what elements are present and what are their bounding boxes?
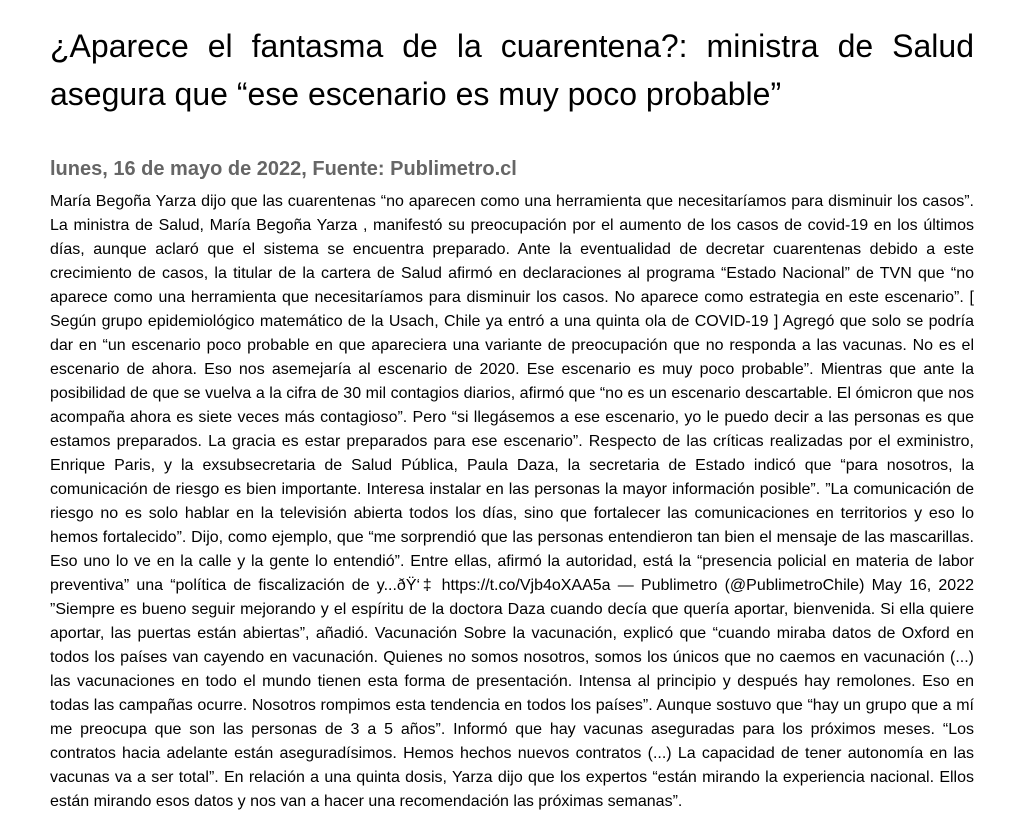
- article-date-source: lunes, 16 de mayo de 2022, Fuente: Publimetro.cl: [50, 158, 517, 180]
- article-title: ¿Aparece el fantasma de la cuarentena?: ministra de Salud asegura que “ese escenario es muy poco probable”: [50, 28, 974, 112]
- article-body: María Begoña Yarza dijo que las cuarentenas “no aparecen como una herramienta que necesitaríamos para disminuir los casos”. La ministra de Salud, María Begoña Yarza , manifestó su preocupación por el aumento de los casos de covid-19 en los últimos días, aunque aclaró que el sistema se encuentra preparado. Ante la eventualidad de decretar cuarentenas debido a este crecimiento de casos, la titular de la cartera de Salud afirmó en declaraciones al programa “Estado Nacional” de TVN que “no aparece como una herramienta que necesitaríamos para disminuir los casos. No aparece como estrategia en este escenario”. [ Según grupo epidemiológico matemático de la Usach, Chile ya entró a una quinta ola de COVID-19 ] Agregó que solo se podría dar en “un escenario poco probable en que apareciera una variante de preocupación que no responda a las vacunas. No es el escenario de ahora. Eso nos asemejaría al escenario de 2020. Ese escenario es muy poco probable”. Mientras que ante la posibilidad de que se vuelva a la cifra de 30 mil contagios diarios, afirmó que “no es un escenario descartable. El ómicron que nos acompaña ahora es siete veces más contagioso”. Pero “si llegásemos a ese escenario, yo le puedo decir a las personas es que estamos preparados. La gracia es estar preparados para ese escenario”. Respecto de las críticas realizadas por el exministro, Enrique Paris, y la exsubsecretaria de Salud Pública, Paula Daza, la secretaria de Estado indicó que “para nosotros, la comunicación de riesgo es bien importante. Interesa instalar en las personas la mayor información posible”. ”La comunicación de riesgo no es solo hablar en la televisión abierta todos los días, sino que fortalecer las comunicaciones en territorios y eso lo hemos fortalecido”. Dijo, como ejemplo, que “me sorprendió que las personas entendieron tan bien el mensaje de las mascarillas. Eso uno lo ve en la calle y la gente lo entendió”. Entre ellas, afirmó la autoridad, está la “presencia policial en materia de labor preventiva” una “política de fiscalización de y...ðŸ‘‡ https://t.co/Vjb4oXAA5a — Publimetro (@PublimetroChile) May 16, 2022 ”Siempre es bueno seguir mejorando y el espíritu de la doctora Daza cuando decía que quería aportar, bienvenida. Si ella quiere aportar, las puertas están abiertas”, añadió. Vacunación Sobre la vacunación, explicó que “cuando miraba datos de Oxford en todos los países van cayendo en vacunación. Quienes no somos nosotros, somos los únicos que no caemos en vacunación (...) las vacunaciones en todo el mundo tienen esta forma de presentación. Intensa al principio y después hay remolones. Eso en todas las campañas ocurre. Nosotros rompimos esta tendencia en todos los países”. Aunque sostuvo que “hay un grupo que a mí me preocupa que son las personas de 3 a 5 años”. Informó que hay vacunas aseguradas para los próximos meses. “Los contratos hacia adelante están aseguradísimos. Hemos hechos nuevos contratos (...) La capacidad de tener autonomía en las vacunas va a ser total”. En relación a una quinta dosis, Yarza dijo que los expertos “están mirando la experiencia nacional. Ellos están mirando esos datos y nos van a hacer una recomendación las próximas semanas”.: [50, 193, 974, 810]
